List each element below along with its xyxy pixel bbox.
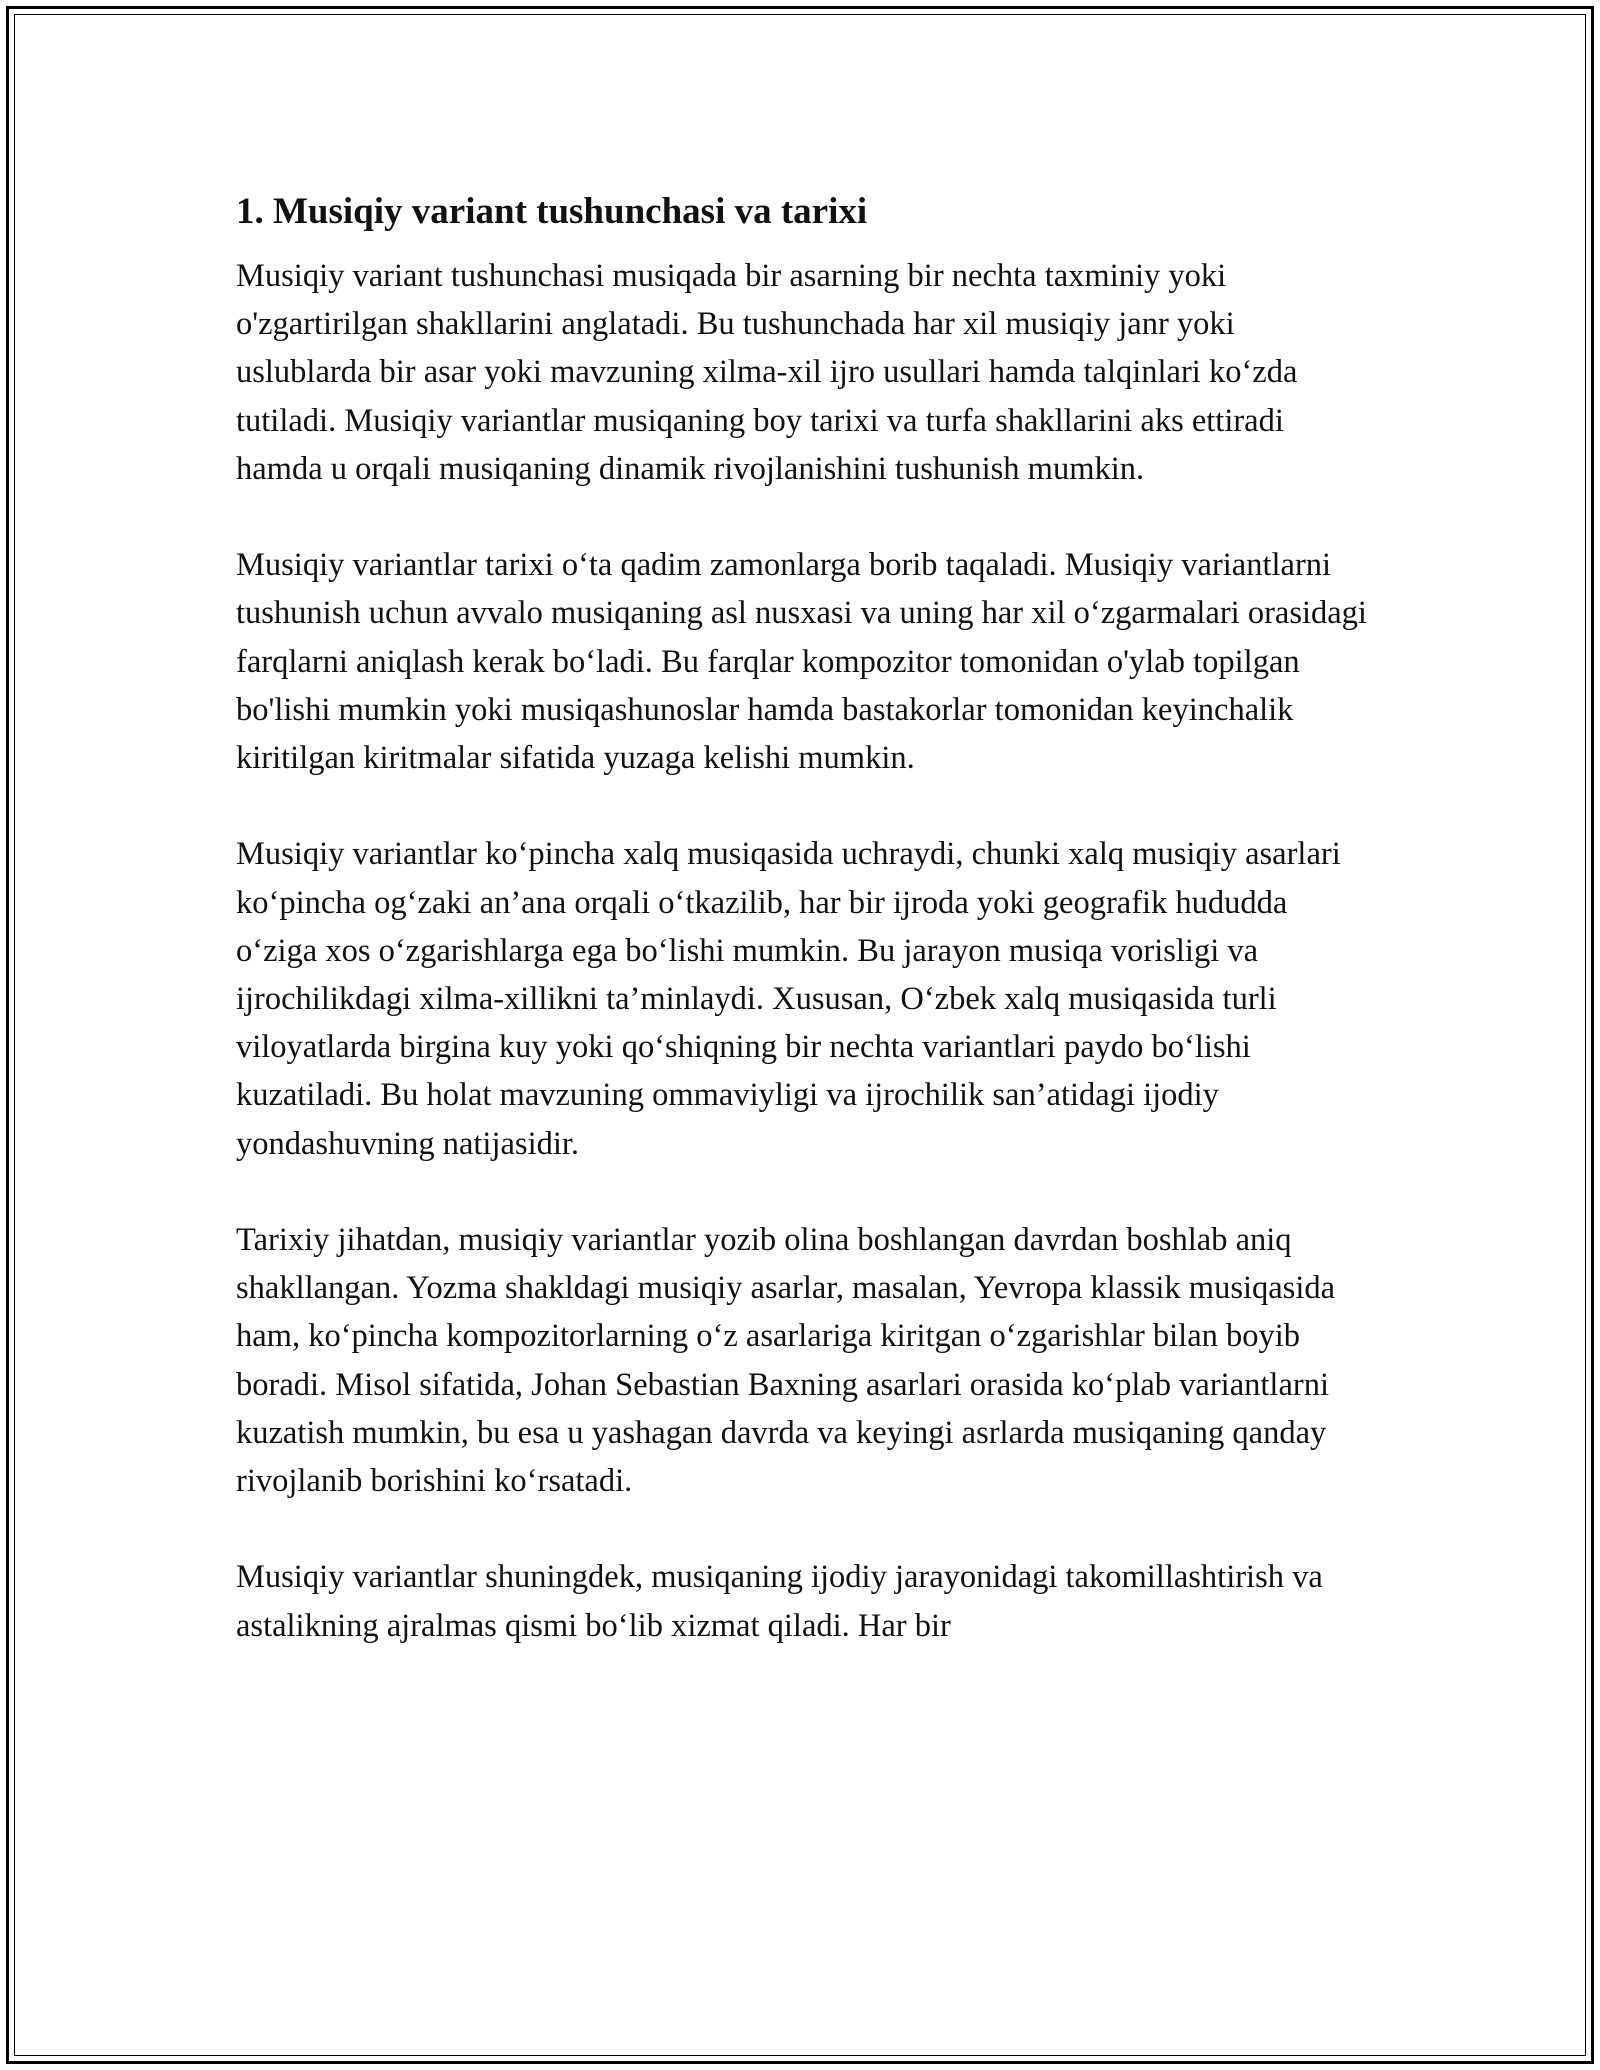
document-body bbox=[236, 186, 1376, 1650]
paragraph-4: Tarixiy jihatdan, musiqiy variantlar yozib olina boshlangan davrdan boshlab aniq shakllangan. Yozma shakldagi musiqiy asarlar, masalan, Yevropa klassik musiqasida ham, koʻpincha kompozitorlarning oʻz asarlariga kiritgan oʻzgarishlar bilan boyib boradi. Misol sifatida, Johan Sebastian Baxning asarlari orasida koʻplab variantlarni kuzatish mumkin, bu esa u yashagan davrda va keyingi asrlarda musiqaning qanday rivojlanib borishini koʻrsatadi. bbox=[236, 1222, 1336, 1500]
paragraph-1: Musiqiy variant tushunchasi musiqada bir asarning bir nechta taxminiy yoki o'zgartirilgan shakllarini anglatadi. Bu tushunchada har xil musiqiy janr yoki uslublarda bir asar yoki mavzuning xilma-xil ijro usullari hamda talqinlari koʻzda tutiladi. Musiqiy variantlar musiqaning boy tarixi va turfa shakllarini aks ettiradi hamda u orqali musiqaning dinamik rivojlanishini tushunish mumkin. bbox=[236, 258, 1298, 487]
paragraph-2: Musiqiy variantlar tarixi oʻta qadim zamonlarga borib taqaladi. Musiqiy variantlarni tushunish uchun avvalo musiqaning asl nusxasi va uning har xil oʻzgarmalari orasidagi farqlarni aniqlash kerak boʻladi. Bu farqlar kompozitor tomonidan o'ylab topilgan bo'lishi mumkin yoki musiqashunoslar hamda bastakorlar tomonidan keyinchalik kiritilgan kiritmalar sifatida yuzaga kelishi mumkin. bbox=[236, 547, 1367, 777]
paragraph-3: Musiqiy variantlar koʻpincha xalq musiqasida uchraydi, chunki xalq musiqiy asarlari koʻpincha ogʻzaki an’ana orqali oʻtkazilib, har bir ijroda yoki geografik hududda oʻziga xos oʻzgarishlarga ega boʻlishi mumkin. Bu jarayon musiqa vorisligi va ijrochilikdagi xilma-xillikni ta’minlaydi. Xususan, Oʻzbek xalq musiqasida turli viloyatlarda birgina kuy yoki qoʻshiqning bir nechta variantlari paydo boʻlishi kuzatiladi. Bu holat mavzuning ommaviyligi va ijrochilik san’atidagi ijodiy yondashuvning natijasidir. bbox=[236, 836, 1341, 1162]
paragraph-5: Musiqiy variantlar shuningdek, musiqaning ijodiy jarayonidagi takomillashtirish va astalikning ajralmas qismi boʻlib xizmat qiladi. Har bir bbox=[236, 1559, 1323, 1644]
section-heading: 1. Musiqiy variant tushunchasi va tarixi bbox=[236, 191, 868, 232]
